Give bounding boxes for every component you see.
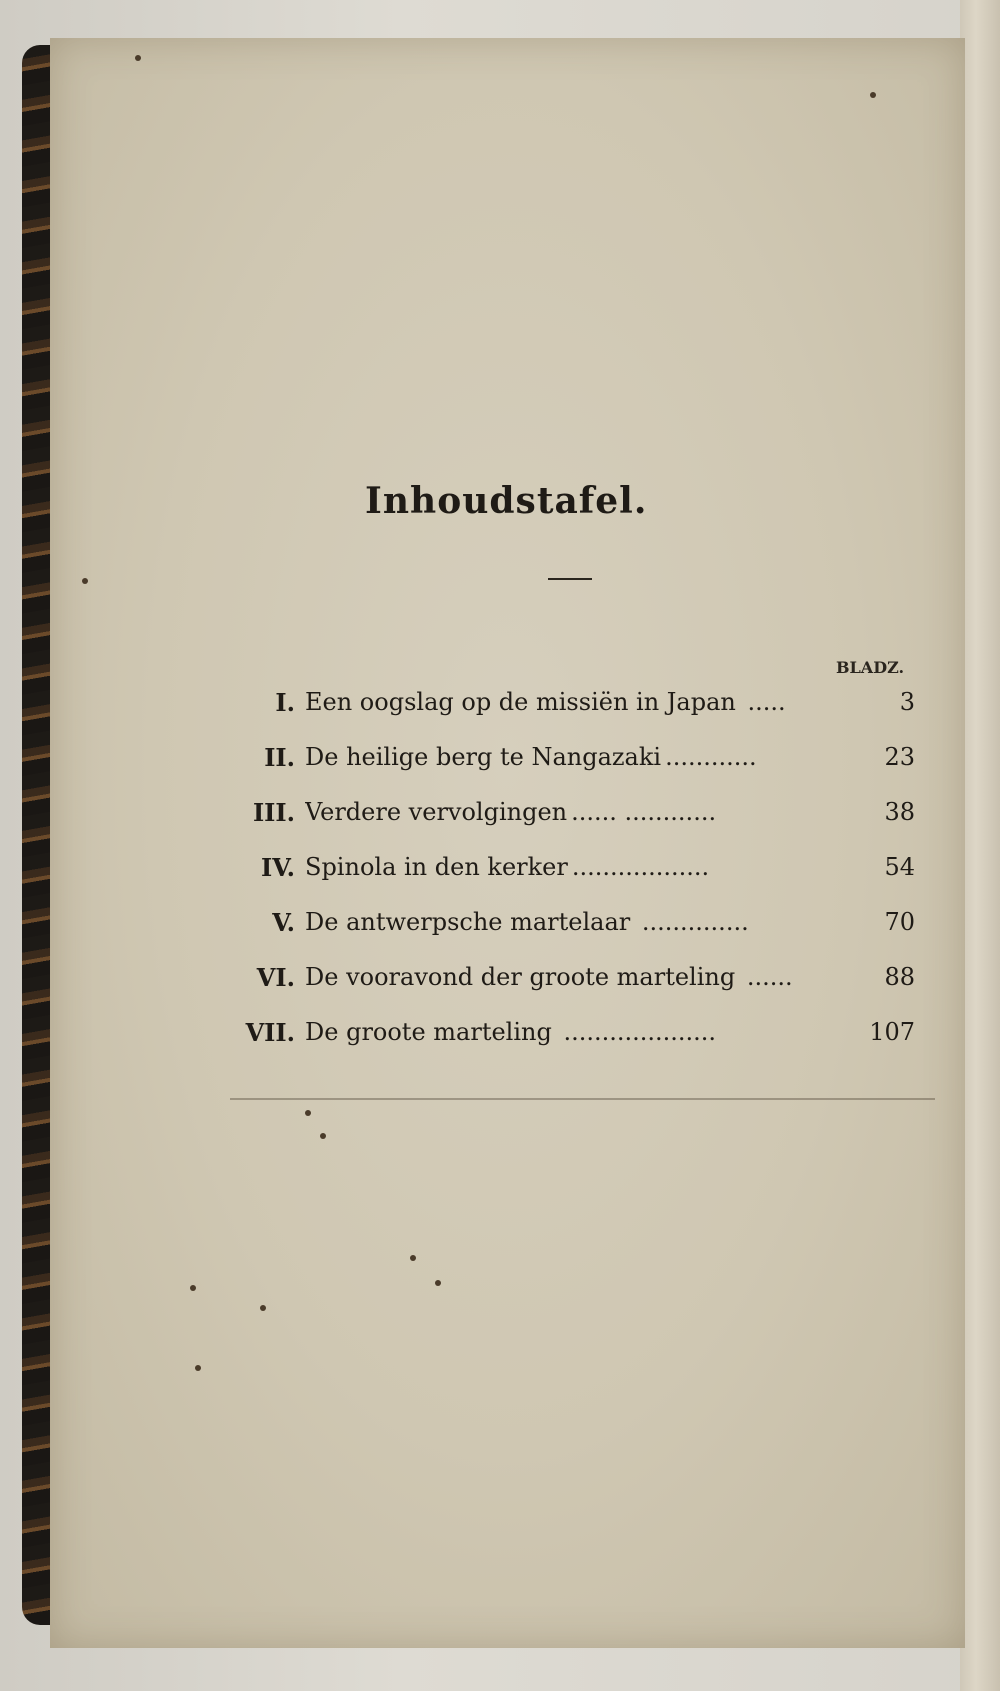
chapter-title: De groote marteling .................... <box>305 1018 717 1046</box>
toc-entry <box>225 1018 915 1058</box>
chapter-title: Een oogslag op de missiën in Japan ..... <box>305 688 786 716</box>
dot-leader: ............ <box>665 743 757 771</box>
toc-entry <box>225 853 915 893</box>
facing-page-edge <box>960 0 1000 1691</box>
chapter-title: De vooravond der groote marteling ...... <box>305 963 793 991</box>
title-divider <box>548 578 592 580</box>
dot-leader: .................... <box>555 1018 717 1046</box>
chapter-number: VI. <box>256 963 295 992</box>
chapter-title: De antwerpsche martelaar .............. <box>305 908 749 936</box>
chapter-title: Verdere vervolgingen ...... ............ <box>305 798 717 826</box>
foxing-spot <box>260 1305 266 1311</box>
chapter-number: I. <box>275 688 295 717</box>
foxing-spot <box>135 55 141 61</box>
book-page <box>50 38 965 1648</box>
chapter-number: VII. <box>245 1018 295 1047</box>
chapter-page: 38 <box>884 798 915 826</box>
toc-entry <box>225 798 915 838</box>
toc-entry <box>225 743 915 783</box>
foxing-spot <box>320 1133 326 1139</box>
chapter-page: 3 <box>899 688 915 716</box>
foxing-spot <box>870 92 876 98</box>
chapter-number: II. <box>264 743 295 772</box>
foxing-spot <box>435 1280 441 1286</box>
page-column-header: BLADZ. <box>836 658 905 677</box>
foxing-spot <box>82 578 88 584</box>
toc-entry <box>225 963 915 1003</box>
chapter-number: III. <box>252 798 295 827</box>
chapter-number: V. <box>272 908 295 937</box>
chapter-page: 107 <box>869 1018 915 1046</box>
dot-leader: .............. <box>634 908 749 936</box>
footer-divider <box>230 1098 935 1100</box>
page-title: Inhoudstafel. <box>365 480 648 522</box>
chapter-page: 23 <box>884 743 915 771</box>
chapter-page: 88 <box>884 963 915 991</box>
dot-leader: ..... <box>739 688 786 716</box>
chapter-number: IV. <box>260 853 295 882</box>
dot-leader: ...... ............ <box>571 798 717 826</box>
toc-entry <box>225 688 915 728</box>
foxing-spot <box>195 1365 201 1371</box>
dot-leader: ...... <box>739 963 793 991</box>
foxing-spot <box>410 1255 416 1261</box>
chapter-page: 54 <box>884 853 915 881</box>
chapter-page: 70 <box>884 908 915 936</box>
toc-entry <box>225 908 915 948</box>
foxing-spot <box>190 1285 196 1291</box>
chapter-title: De heilige berg te Nangazaki ............ <box>305 743 757 771</box>
chapter-title: Spinola in den kerker .................. <box>305 853 710 881</box>
foxing-spot <box>305 1110 311 1116</box>
dot-leader: .................. <box>571 853 710 881</box>
